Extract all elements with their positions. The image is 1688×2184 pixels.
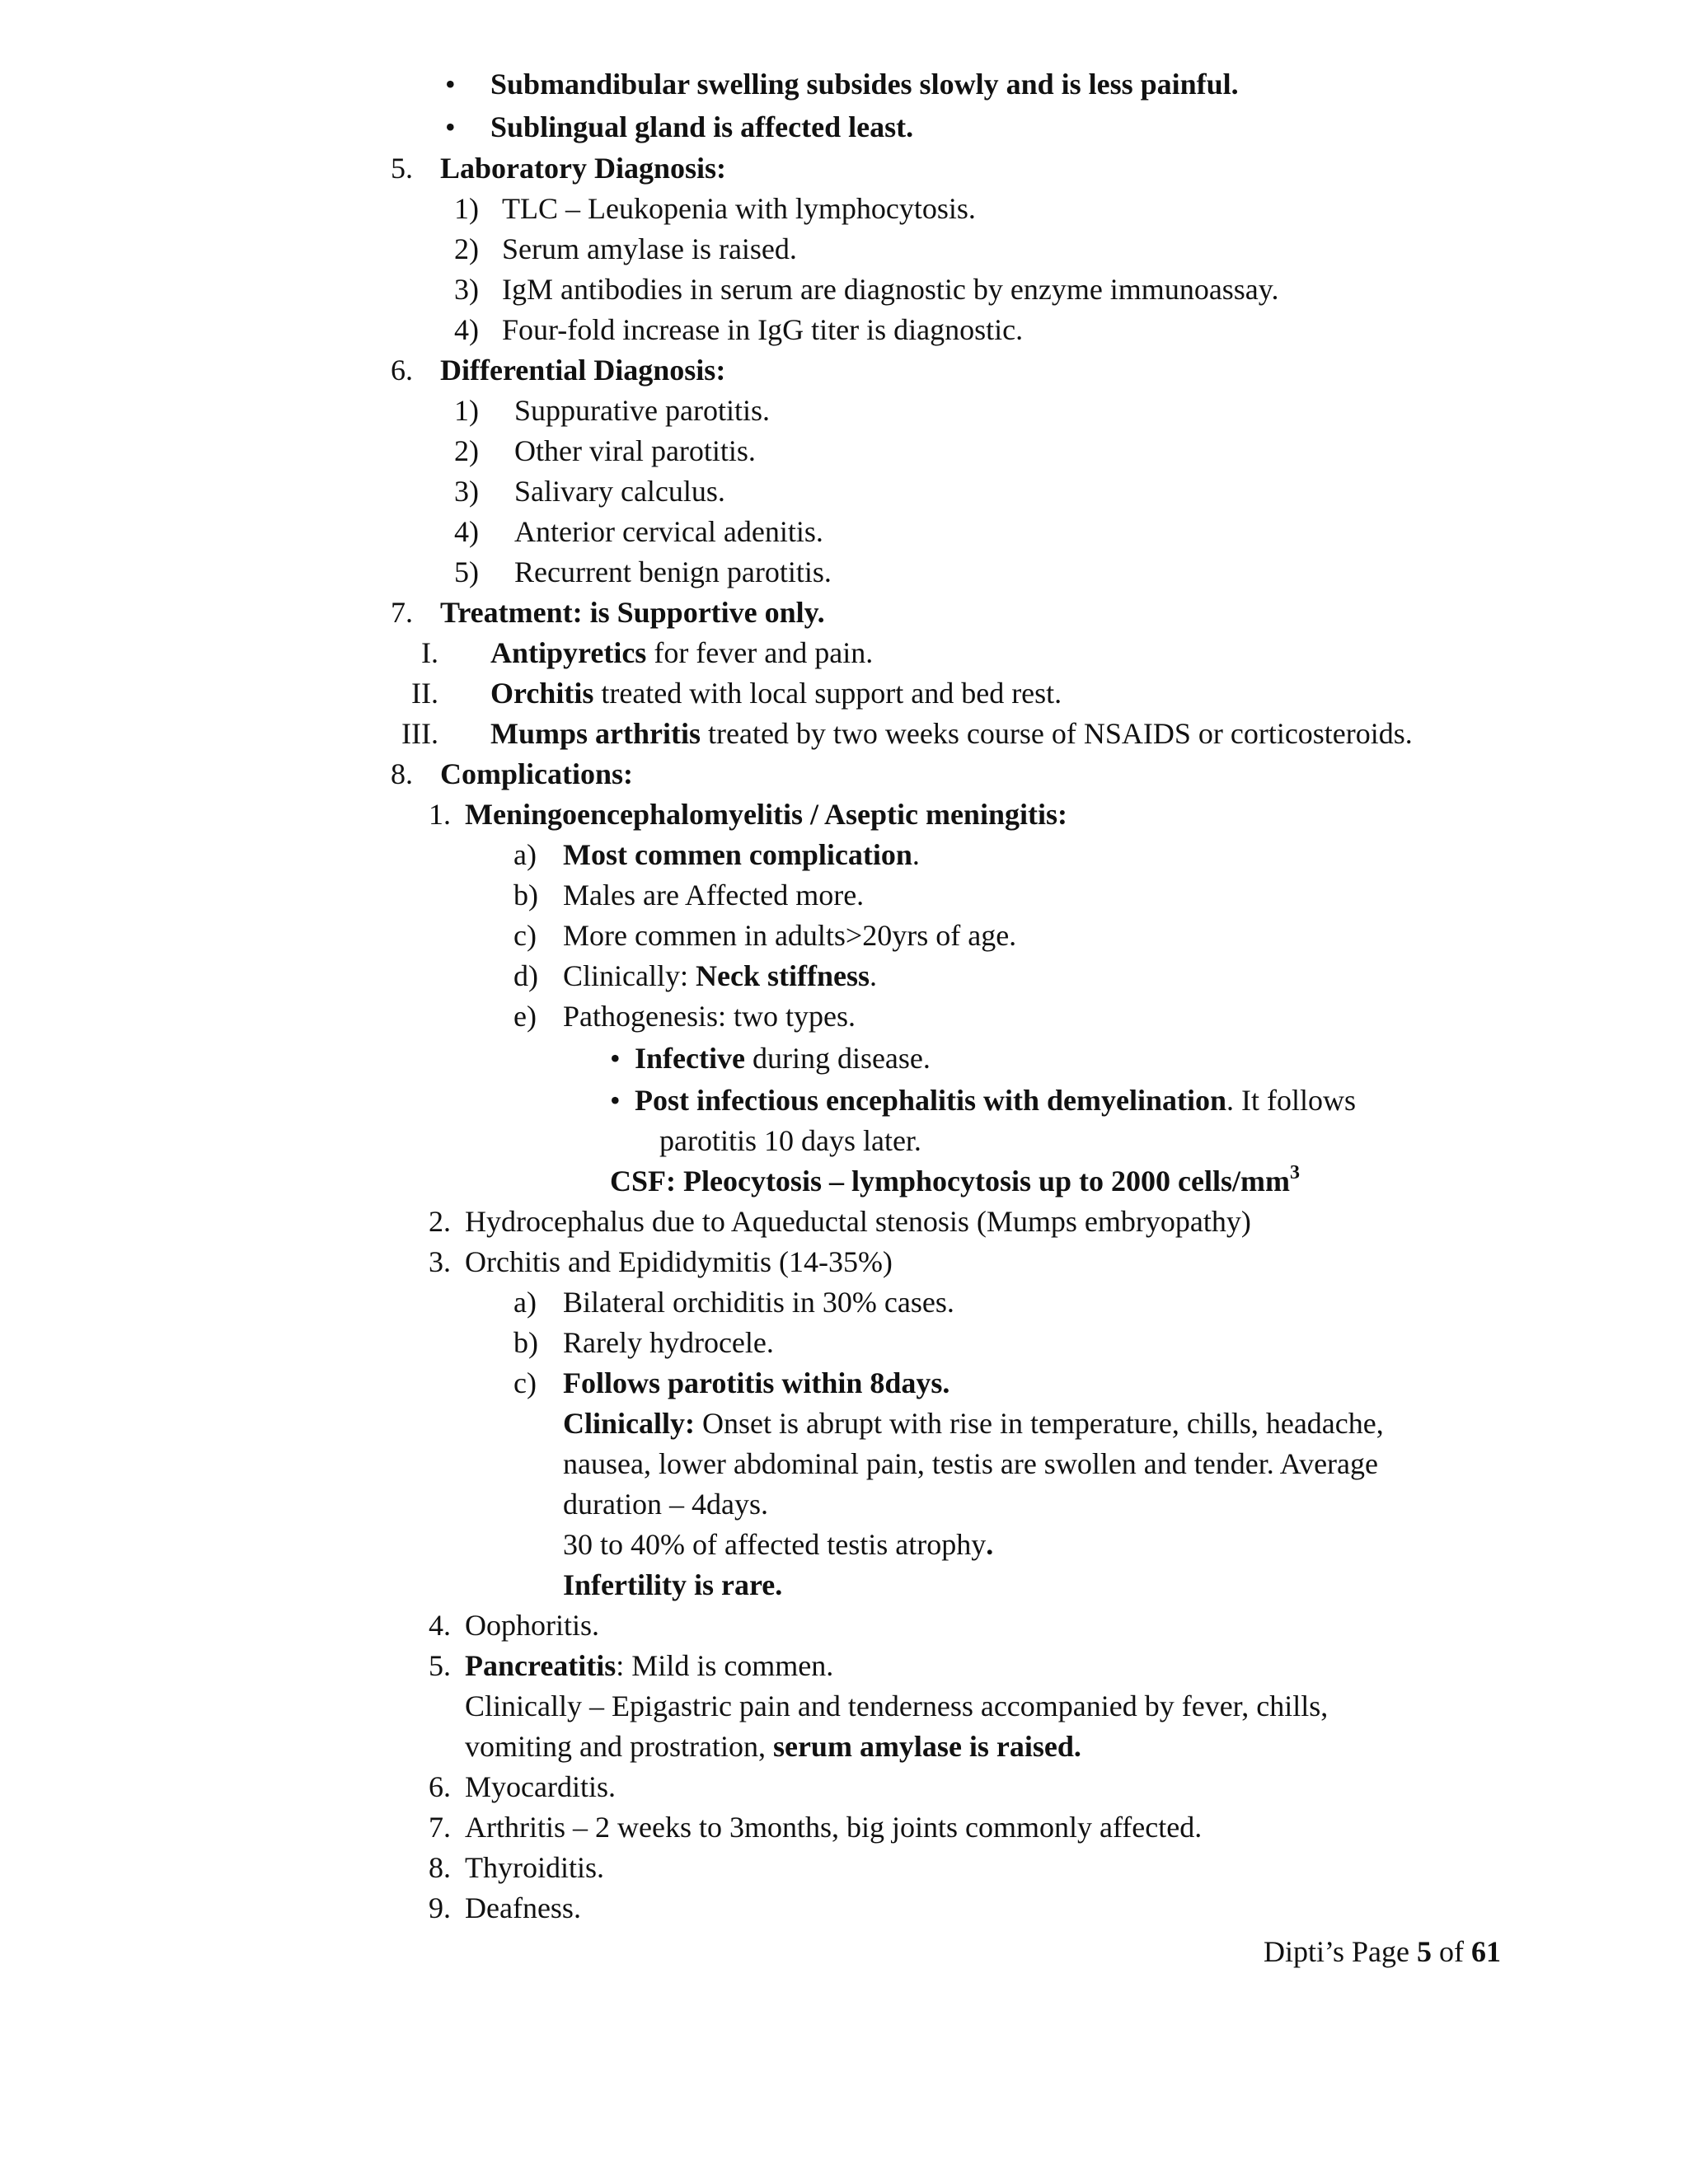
treatment-desc: treated by two weeks course of NSAIDS or corticosteroids. [701, 717, 1413, 750]
sub-letter: a) [513, 1286, 537, 1319]
pancreatitis-line3-text: vomiting and prostration, [465, 1730, 773, 1763]
complication-number: 2. [429, 1205, 451, 1238]
complication-number: 1. [429, 798, 451, 831]
complication-title: Thyroiditis. [465, 1851, 604, 1884]
pancreatitis-line2: Clinically – Epigastric pain and tenderness accompanied by fever, chills, [465, 1690, 1329, 1722]
sub-item: Rarely hydrocele. [563, 1326, 774, 1359]
section-heading-lab: Laboratory Diagnosis: [440, 152, 727, 185]
pathogenesis-text: . It follows [1226, 1084, 1356, 1117]
treatment-item [490, 719, 1413, 748]
sub-letter: b) [513, 879, 538, 912]
complication-title: Deafness. [465, 1891, 581, 1924]
sub-item: Pathogenesis: two types. [563, 1000, 856, 1033]
pathogenesis-continuation: parotitis 10 days later. [659, 1124, 921, 1157]
section-number: 8. [391, 757, 413, 790]
sub-item: More commen in adults>20yrs of age. [563, 919, 1017, 952]
complication-title: Orchitis and Epididymitis (14-35%) [465, 1245, 893, 1278]
footer-prefix: Dipti’s Page [1264, 1935, 1417, 1968]
csf-text: CSF: Pleocytosis – lymphocytosis up to 2000 cells/mm [610, 1165, 1290, 1197]
sub-item [563, 961, 877, 991]
list-item: Suppurative parotitis. [514, 394, 770, 427]
orchitis-atrophy [563, 1530, 993, 1559]
sub-letter: b) [513, 1326, 538, 1359]
pathogenesis-text: during disease. [744, 1042, 931, 1075]
pancreatitis-text: : Mild is commen. [616, 1649, 834, 1682]
sub-item-bold: Most commen complication [563, 838, 912, 871]
treatment-term: Mumps arthritis [490, 717, 701, 750]
section-number: 7. [391, 596, 413, 629]
csf-superscript: 3 [1289, 1162, 1300, 1183]
complication-title: Meningoencephalomyelitis / Aseptic meningitis: [465, 798, 1067, 831]
complication-number: 7. [429, 1811, 451, 1844]
orchitis-clinical-line2: nausea, lower abdominal pain, testis are swollen and tender. Average [563, 1447, 1378, 1480]
orchitis-clinical [563, 1408, 1384, 1438]
pathogenesis-bold: Post infectious encephalitis with demyelination [635, 1084, 1226, 1117]
bullet-text: Sublingual gland is affected least. [490, 110, 914, 143]
list-item: Salivary calculus. [514, 475, 725, 508]
sub-item-tail: . [869, 959, 877, 992]
clinical-label: Clinically: [563, 1407, 695, 1440]
list-item: Recurrent benign parotitis. [514, 555, 832, 588]
pancreatitis-line3-bold: serum amylase is raised. [772, 1730, 1081, 1763]
bullet-icon: • [610, 1042, 621, 1075]
sub-letter: a) [513, 838, 537, 871]
list-number: 3) [454, 273, 479, 306]
pancreatitis-line3 [465, 1732, 1081, 1761]
complication-title: Arthritis – 2 weeks to 3months, big joints commonly affected. [465, 1811, 1203, 1844]
sub-item: Follows parotitis within 8days. [563, 1366, 950, 1399]
complication-title [465, 1651, 833, 1680]
section-heading-treatment: Treatment: is Supportive only. [440, 596, 825, 629]
sub-letter: d) [513, 959, 538, 992]
list-item: Four-fold increase in IgG titer is diagnostic. [502, 313, 1024, 346]
bullet-icon: • [610, 1084, 621, 1117]
orchitis-infertility: Infertility is rare. [563, 1568, 783, 1601]
complication-title: Hydrocephalus due to Aqueductal stenosis (Mumps embryopathy) [465, 1205, 1251, 1238]
orchitis-clinical-line3: duration – 4days. [563, 1488, 768, 1521]
list-number: 1) [454, 394, 479, 427]
list-number: 3) [454, 475, 479, 508]
footer-total-pages: 61 [1471, 1935, 1501, 1968]
section-heading-complications: Complications: [440, 757, 633, 790]
list-number: 4) [454, 313, 479, 346]
sub-letter: e) [513, 1000, 537, 1033]
complication-title: Myocarditis. [465, 1770, 616, 1803]
roman-number: III. [401, 717, 438, 750]
section-heading-diff: Differential Diagnosis: [440, 354, 726, 387]
pancreatitis-label: Pancreatitis [465, 1649, 617, 1682]
treatment-term: Orchitis [490, 677, 594, 710]
sub-item-tail: . [912, 838, 920, 871]
footer-of: of [1432, 1935, 1471, 1968]
csf-line [610, 1162, 1300, 1197]
complication-number: 8. [429, 1851, 451, 1884]
sub-item-bold: Neck stiffness [695, 959, 870, 992]
list-number: 2) [454, 232, 479, 265]
sub-item [563, 840, 920, 869]
bullet-icon: • [445, 110, 456, 143]
sub-letter: c) [513, 919, 537, 952]
complication-number: 3. [429, 1245, 451, 1278]
atrophy-dot: . [986, 1528, 994, 1561]
list-item: Serum amylase is raised. [502, 232, 797, 265]
pathogenesis-item [635, 1085, 1356, 1115]
complication-number: 9. [429, 1891, 451, 1924]
sub-item: Bilateral orchiditis in 30% cases. [563, 1286, 954, 1319]
sub-item-text: Clinically: [563, 959, 696, 992]
footer-page-number: 5 [1417, 1935, 1432, 1968]
section-number: 6. [391, 354, 413, 387]
treatment-item [490, 678, 1062, 708]
atrophy-text: 30 to 40% of affected testis atrophy [563, 1528, 987, 1561]
roman-number: II. [411, 677, 438, 710]
sub-letter: c) [513, 1366, 537, 1399]
complication-number: 4. [429, 1609, 451, 1642]
list-number: 4) [454, 515, 479, 548]
complication-number: 5. [429, 1649, 451, 1682]
clinical-text: Onset is abrupt with rise in temperature, chills, headache, [695, 1407, 1384, 1440]
complication-title: Oophoritis. [465, 1609, 600, 1642]
treatment-item [490, 638, 873, 668]
list-number: 5) [454, 555, 479, 588]
roman-number: I. [421, 636, 438, 669]
bullet-icon: • [445, 68, 456, 101]
list-item: Other viral parotitis. [514, 434, 756, 467]
list-number: 2) [454, 434, 479, 467]
complication-number: 6. [429, 1770, 451, 1803]
sub-item: Males are Affected more. [563, 879, 865, 912]
page-footer [1264, 1937, 1501, 1966]
list-number: 1) [454, 192, 479, 225]
list-item: TLC – Leukopenia with lymphocytosis. [502, 192, 976, 225]
list-item: Anterior cervical adenitis. [514, 515, 823, 548]
treatment-desc: treated with local support and bed rest. [593, 677, 1062, 710]
pathogenesis-bold: Infective [635, 1042, 745, 1075]
treatment-desc: for fever and pain. [646, 636, 874, 669]
treatment-term: Antipyretics [490, 636, 647, 669]
pathogenesis-item [635, 1043, 931, 1073]
section-number: 5. [391, 152, 413, 185]
bullet-text: Submandibular swelling subsides slowly and is less painful. [490, 68, 1239, 101]
list-item: IgM antibodies in serum are diagnostic by enzyme immunoassay. [502, 273, 1279, 306]
